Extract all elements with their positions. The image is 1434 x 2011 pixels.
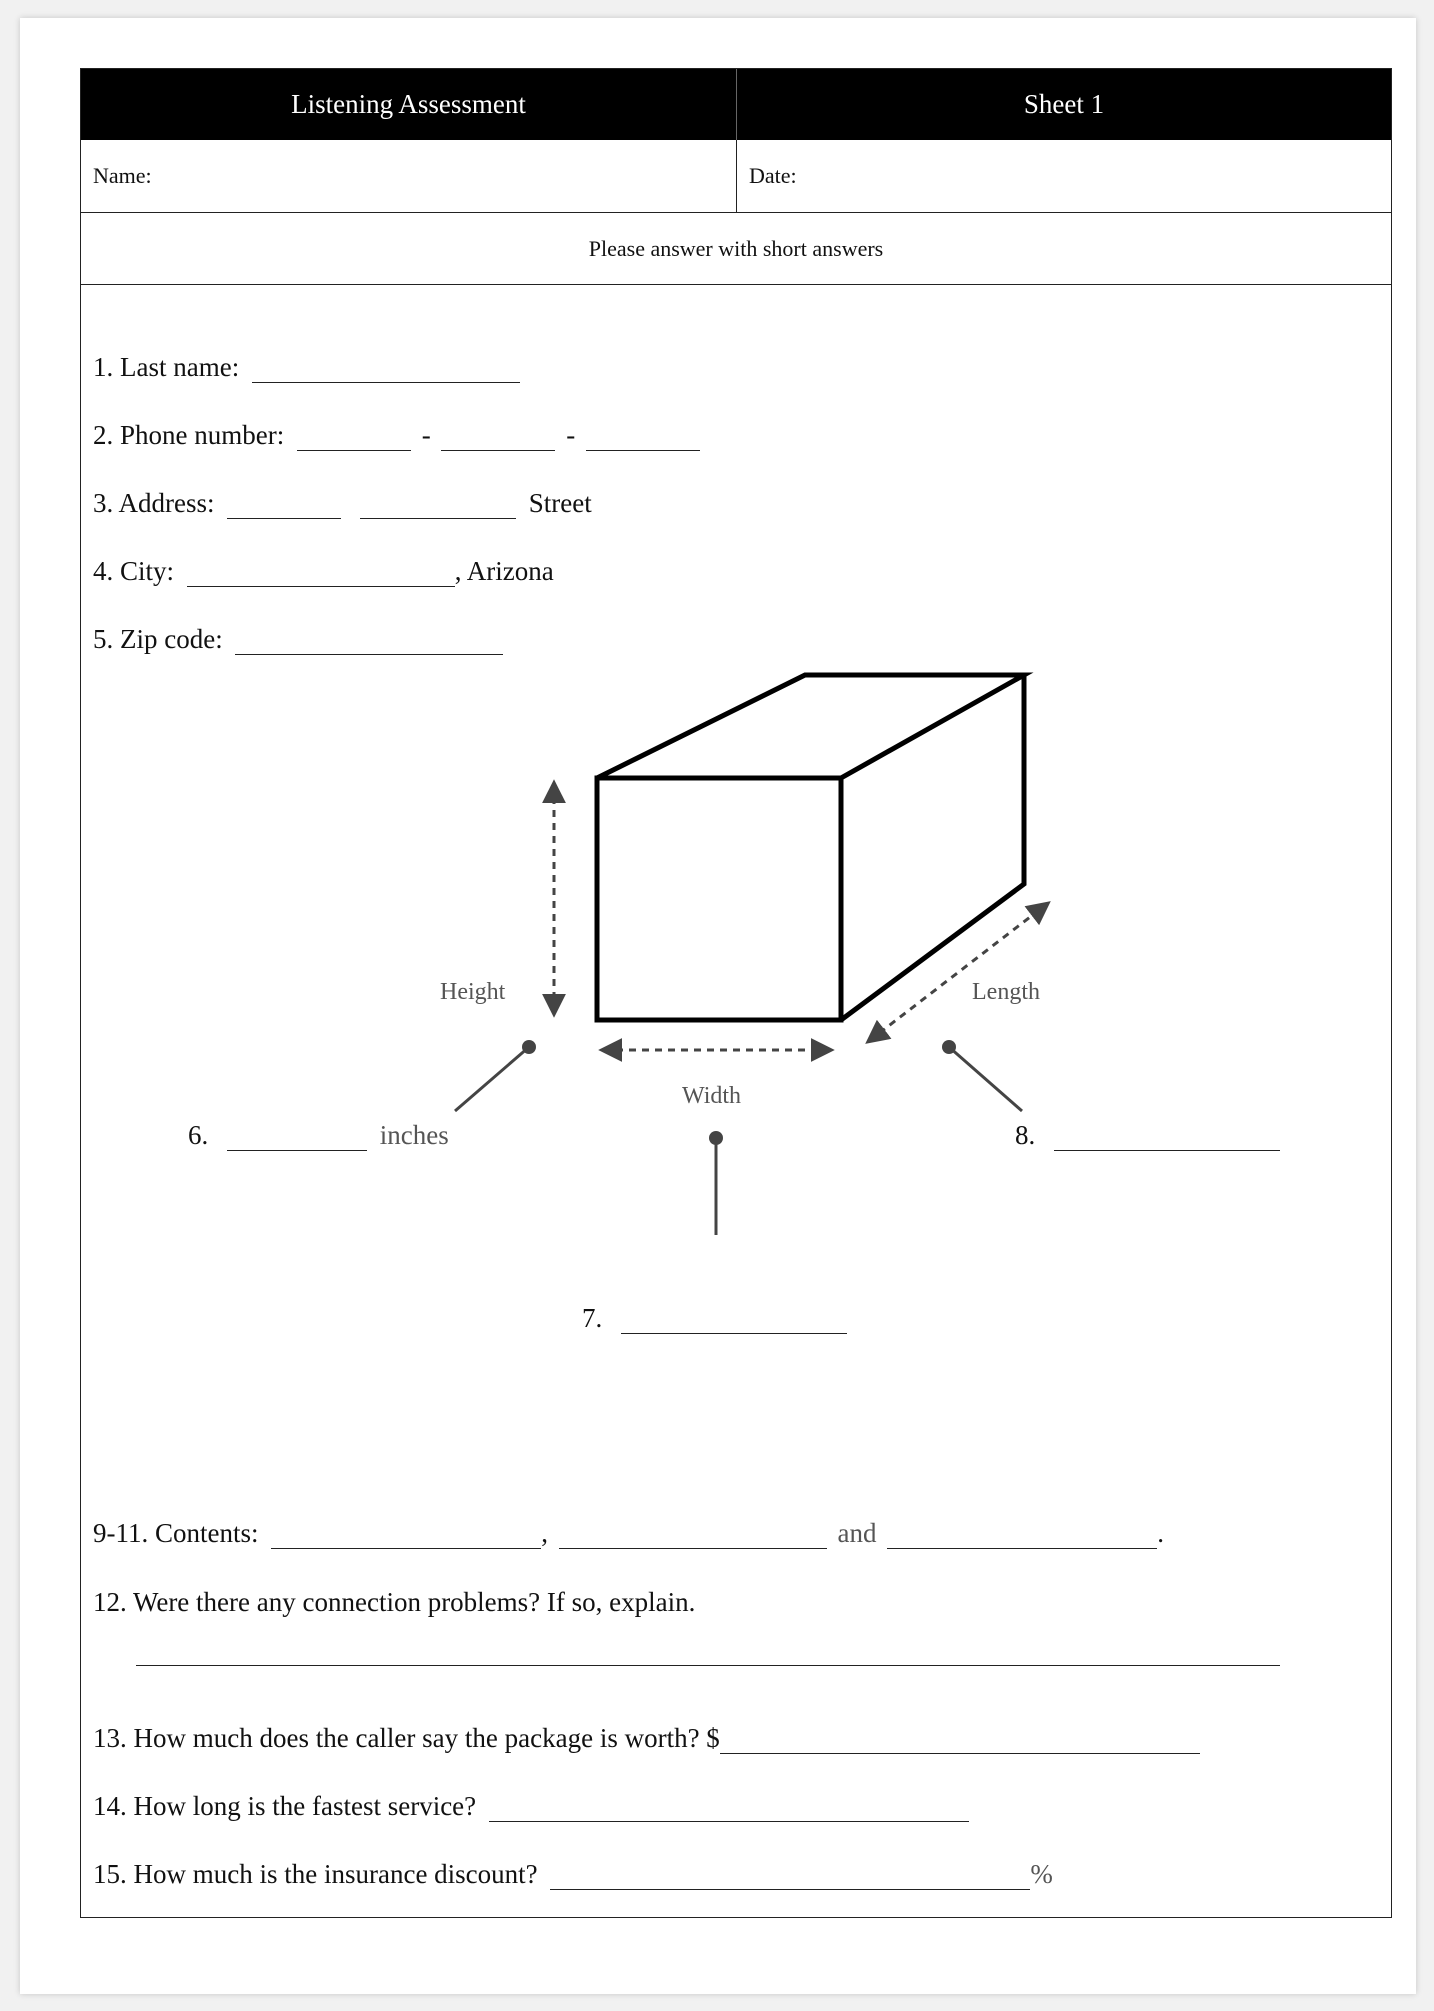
question-13 xyxy=(93,1723,1200,1754)
height-label: Height xyxy=(440,979,506,1005)
name-field[interactable]: Name: xyxy=(81,140,737,212)
question-1-label: 1. Last name: xyxy=(93,352,240,382)
length-blank[interactable] xyxy=(1054,1122,1280,1151)
contents-blank-1[interactable] xyxy=(271,1520,541,1549)
street-suffix: Street xyxy=(528,488,592,518)
height-unit: inches xyxy=(379,1120,449,1150)
question-15 xyxy=(93,1859,1053,1890)
sheet-number: Sheet 1 xyxy=(1023,89,1105,119)
question-12: 12. Were there any connection problems? If so, explain. xyxy=(93,1587,696,1617)
question-6-label: 6. xyxy=(188,1120,209,1150)
question-8-label: 8. xyxy=(1015,1120,1036,1150)
question-13-label: 13. How much does the caller say the package is worth? $ xyxy=(93,1723,720,1753)
box-icon xyxy=(597,675,1024,1020)
question-14-label: 14. How long is the fastest service? xyxy=(93,1791,477,1821)
pointer-line-8 xyxy=(949,1047,1022,1111)
instruction-text: Please answer with short answers xyxy=(81,213,1391,285)
question-7-label: 7. xyxy=(582,1303,603,1333)
question-8 xyxy=(1015,1120,1280,1151)
width-blank[interactable] xyxy=(621,1305,847,1334)
date-field[interactable]: Date: xyxy=(749,163,797,188)
contents-separator: , xyxy=(541,1518,548,1548)
connection-problems-blank[interactable] xyxy=(136,1637,1280,1666)
state-suffix: , Arizona xyxy=(454,556,554,586)
question-15-label: 15. How much is the insurance discount? xyxy=(93,1859,538,1889)
question-4-label: 4. City: xyxy=(93,556,175,586)
worksheet-frame xyxy=(80,68,1392,1918)
contents-and: and xyxy=(837,1518,877,1548)
question-6 xyxy=(188,1120,449,1151)
phone-separator-2: - xyxy=(566,420,576,450)
pointer-line-6 xyxy=(455,1047,529,1111)
question-2-label: 2. Phone number: xyxy=(93,420,285,450)
question-5-label: 5. Zip code: xyxy=(93,624,223,654)
worksheet-page xyxy=(20,18,1416,1994)
worksheet-title: Listening Assessment xyxy=(81,69,737,140)
package-worth-blank[interactable] xyxy=(720,1725,1200,1754)
question-14 xyxy=(93,1791,969,1822)
fastest-service-blank[interactable] xyxy=(489,1793,969,1822)
length-label: Length xyxy=(972,979,1040,1005)
question-9-11 xyxy=(93,1518,1164,1549)
insurance-discount-blank[interactable] xyxy=(550,1861,1030,1890)
phone-separator-1: - xyxy=(421,420,431,450)
width-label: Width xyxy=(682,1083,742,1109)
length-arrow xyxy=(869,904,1047,1041)
question-7 xyxy=(582,1303,847,1334)
contents-period: . xyxy=(1157,1518,1164,1548)
height-blank[interactable] xyxy=(227,1122,367,1151)
contents-blank-2[interactable] xyxy=(559,1520,827,1549)
question-3-label: 3. Address: xyxy=(93,488,215,518)
contents-blank-3[interactable] xyxy=(887,1520,1157,1549)
question-9-11-label: 9-11. Contents: xyxy=(93,1518,259,1548)
percent-suffix: % xyxy=(1030,1859,1053,1889)
